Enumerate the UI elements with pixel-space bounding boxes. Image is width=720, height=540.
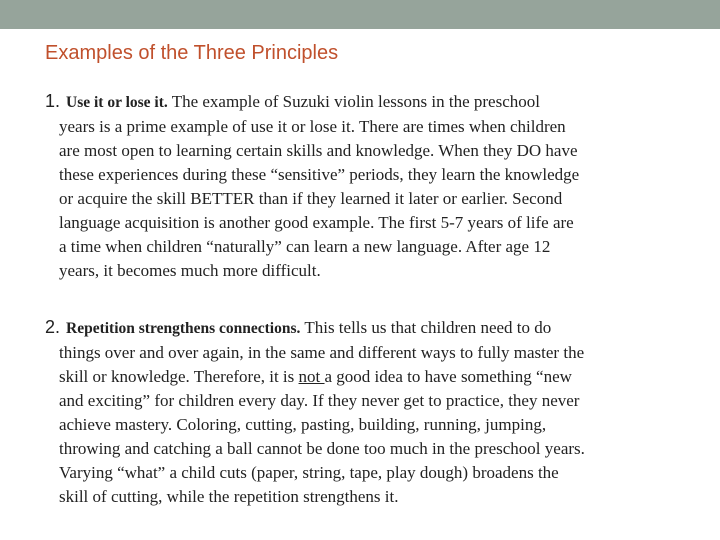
item-1-line-7: a time when children “naturally” can learn a new language. After age 12 bbox=[59, 237, 551, 256]
item-1-number: 1. bbox=[45, 91, 61, 111]
item-1-line-6: language acquisition is another good example. The first 5-7 years of life are bbox=[59, 213, 574, 232]
principle-item-1 bbox=[45, 89, 685, 283]
item-2-number: 2. bbox=[45, 317, 61, 337]
item-2-line-6: throwing and catching a ball cannot be done too much in the preschool years. bbox=[59, 439, 585, 458]
item-2-line-8: skill of cutting, while the repetition strengthens it. bbox=[59, 487, 399, 506]
item-1-text: The example of Suzuki violin lessons in the preschool bbox=[167, 92, 540, 111]
item-2-line-3-end: a good idea to have something “new bbox=[324, 367, 572, 386]
principle-item-2 bbox=[45, 315, 685, 509]
item-2-line-4: and exciting” for children every day. If they never get to practice, they never bbox=[59, 391, 580, 410]
item-1-line-4: these experiences during these “sensitive” periods, they learn the knowledge bbox=[59, 165, 580, 184]
item-2-line-3 bbox=[45, 365, 685, 389]
item-1-line-3: are most open to learning certain skills and knowledge. When they DO have bbox=[59, 141, 578, 160]
item-1-line-5: or acquire the skill BETTER than if they learned it later or earlier. Second bbox=[59, 189, 563, 208]
item-2-lead: Repetition strengthens connections. bbox=[66, 320, 301, 337]
item-2-line-5: achieve mastery. Coloring, cutting, pasting, building, running, jumping, bbox=[59, 415, 547, 434]
item-2-underlined-word: not bbox=[298, 367, 325, 386]
item-2-text: This tells us that children need to do bbox=[300, 318, 552, 337]
top-accent-bar bbox=[0, 0, 720, 29]
item-1-line-1 bbox=[45, 89, 685, 115]
slide-title: Examples of the Three Principles bbox=[45, 42, 339, 64]
item-2-line-3-start: skill or knowledge. Therefore, it is bbox=[59, 367, 299, 386]
item-1-lead: Use it or lose it. bbox=[66, 94, 168, 111]
item-2-line-1 bbox=[45, 315, 685, 341]
item-1-line-2: years is a prime example of use it or lose it. There are times when children bbox=[59, 117, 566, 136]
item-2-line-7: Varying “what” a child cuts (paper, string, tape, play dough) broadens the bbox=[59, 463, 559, 482]
item-1-line-8: years, it becomes much more difficult. bbox=[59, 261, 321, 280]
item-2-line-2: things over and over again, in the same and different ways to fully master the bbox=[59, 343, 585, 362]
